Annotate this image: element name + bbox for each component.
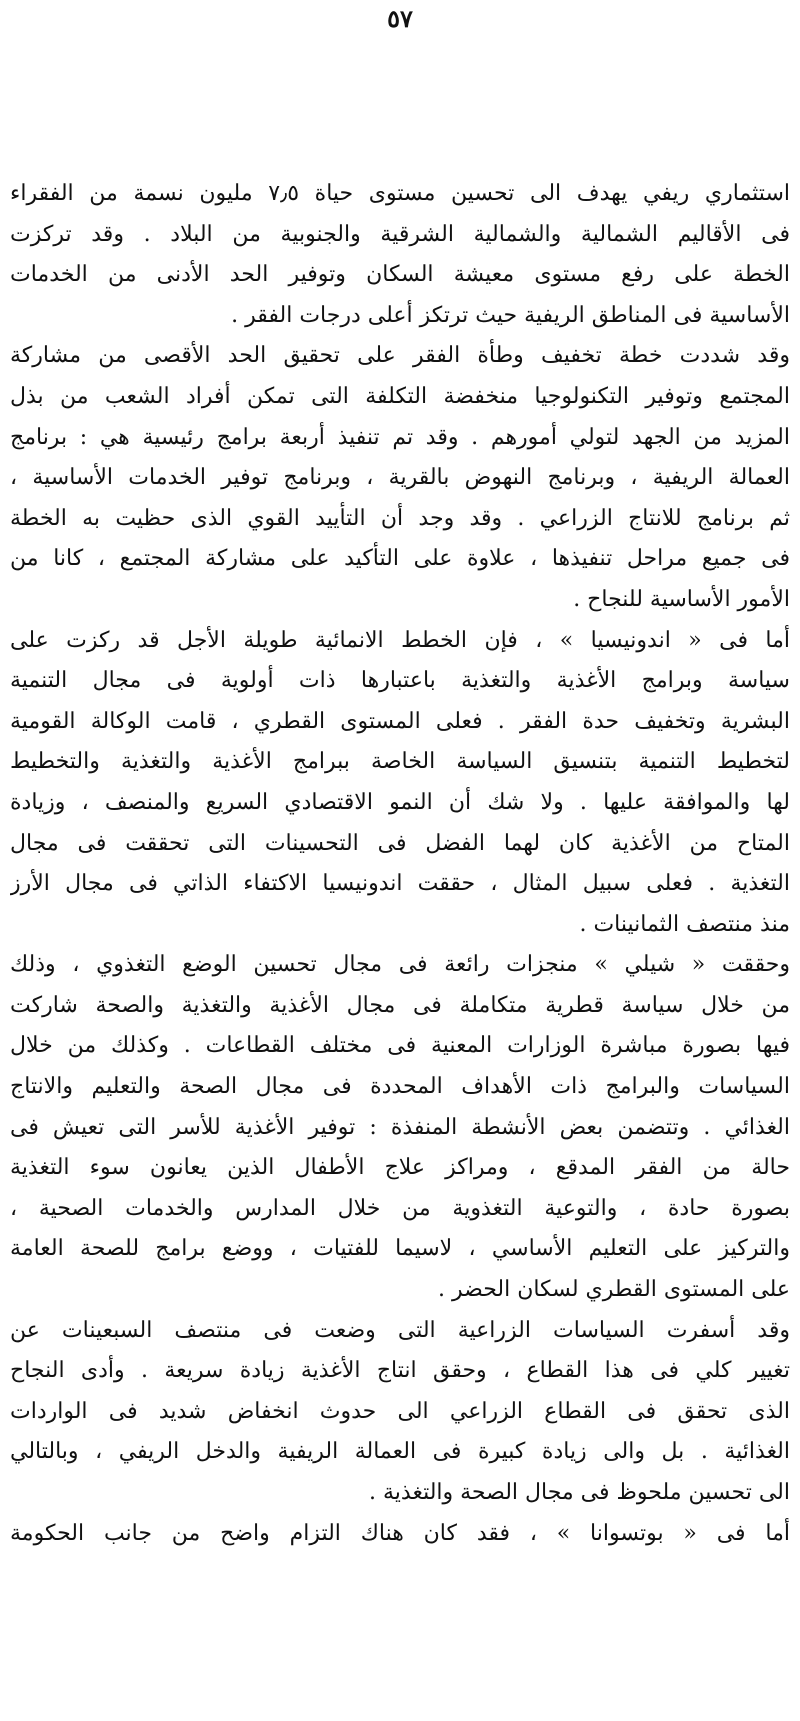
text-line: أما فى « اندونيسيا » ، فإن الخطط الانمائية طويلة الأجل قد ركزت على <box>10 627 790 653</box>
text-line: استثماري ريفي يهدف الى تحسين مستوى حياة ٧٫٥ مليون نسمة من الفقراء <box>10 181 790 206</box>
text-line: أما فى « بوتسوانا » ، فقد كان هناك التزام واضح من جانب الحكومة <box>10 1520 790 1546</box>
text-line: لها والموافقة عليها . ولا شك أن النمو الاقتصادي السريع والمنصف ، وزيادة <box>10 789 790 815</box>
text-line: المجتمع وتوفير التكنولوجيا منخفضة التكلفة التى تمكن أفراد الشعب من بذل <box>10 383 790 409</box>
text-line: الى تحسين ملحوظ فى مجال الصحة والتغذية . <box>369 1480 790 1505</box>
text-line: فيها بصورة مباشرة الوزارات المعنية فى مختلف القطاعات . وكذلك من خلال <box>10 1033 790 1059</box>
text-line: لتخطيط التنمية بتنسيق السياسة الخاصة ببرامج الأغذية والتغذية والتخطيط <box>10 749 790 775</box>
text-line: الأمور الأساسية للنجاح . <box>573 586 790 612</box>
text-line: على المستوى القطري لسكان الحضر . <box>437 1277 790 1303</box>
text-line: من خلال سياسة قطرية متكاملة فى مجال الأغذية والتغذية والصحة شاركت <box>10 992 790 1018</box>
text-line: الخطة على رفع مستوى معيشة السكان وتوفير الحد الأدنى من الخدمات <box>10 262 790 288</box>
text-line: فى جميع مراحل تنفيذها ، علاوة على التأكيد على مشاركة المجتمع ، كانا من <box>10 546 790 572</box>
text-line: ثم برنامج للانتاج الزراعي . وقد وجد أن التأييد القوي الذى حظيت به الخطة <box>10 505 790 531</box>
text-line: وقد أسفرت السياسات الزراعية التى وضعت فى منتصف السبعينات عن <box>10 1317 790 1343</box>
text-line: المزيد من الجهد لتولي أمورهم . وقد تم تنفيذ أربعة برامج رئيسية هي : برنامج <box>10 424 790 450</box>
text-line: سياسة وبرامج الأغذية والتغذية باعتبارها ذات أولوية فى مجال التنمية <box>10 668 790 694</box>
text-line: الأساسية فى المناطق الريفية حيث ترتكز أعلى درجات الفقر . <box>231 302 790 328</box>
text-line: البشرية وتخفيف حدة الفقر . فعلى المستوى القطري ، قامت الوكالة القومية <box>10 708 790 734</box>
text-line: العمالة الريفية ، وبرنامج النهوض بالقرية ، وبرنامج توفير الخدمات الأساسية ، <box>10 465 790 491</box>
text-line: وحققت « شيلي » منجزات رائعة فى مجال تحسين الوضع التغذوي ، وذلك <box>10 952 790 978</box>
text-line: المتاح من الأغذية كان لهما الفضل فى التحسينات التى تحققت فى مجال <box>10 830 790 856</box>
text-line: والتركيز على التعليم الأساسي ، لاسيما للفتيات ، ووضع برامج للصحة العامة <box>10 1236 790 1262</box>
text-line: وقد شددت خطة تخفيف وطأة الفقر على تحقيق الحد الأقصى من مشاركة <box>10 343 790 369</box>
paragraph <box>10 1311 790 1514</box>
paragraph <box>10 174 790 336</box>
body-text <box>10 174 790 1554</box>
paragraph <box>10 336 790 620</box>
text-line: الذى تحقق فى القطاع الزراعي الى حدوث انخفاض شديد فى الواردات <box>10 1398 790 1424</box>
text-line: تغيير كلي فى هذا القطاع ، وحقق انتاج الأغذية زيادة سريعة . وأدى النجاح <box>10 1358 790 1384</box>
text-line: حالة من الفقر المدقع ، ومراكز علاج الأطفال الذين يعانون سوء التغذية <box>10 1155 790 1181</box>
text-line: التغذية . فعلى سبيل المثال ، حققت اندونيسيا الاكتفاء الذاتي فى مجال الأرز <box>10 871 790 897</box>
text-line: فى الأقاليم الشمالية والشمالية الشرقية والجنوبية من البلاد . وقد تركزت <box>10 221 790 247</box>
text-line: الغذائي . وتتضمن بعض الأنشطة المنفذة : توفير الأغذية للأسر التى تعيش فى <box>10 1114 790 1140</box>
text-line: السياسات والبرامج ذات الأهداف المحددة فى مجال الصحة والتعليم والانتاج <box>10 1074 790 1100</box>
text-line: منذ منتصف الثمانينات . <box>579 911 790 937</box>
paragraph <box>10 945 790 1310</box>
text-line: بصورة حادة ، والتوعية التغذوية من خلال المدارس والخدمات الصحية ، <box>10 1195 790 1221</box>
text-line: الغذائية . بل والى زيادة كبيرة فى العمالة الريفية والدخل الريفي ، وبالتالي <box>10 1439 790 1465</box>
page-number: ٥٧ <box>387 4 413 33</box>
paragraph <box>10 621 790 946</box>
paragraph <box>10 1514 790 1555</box>
